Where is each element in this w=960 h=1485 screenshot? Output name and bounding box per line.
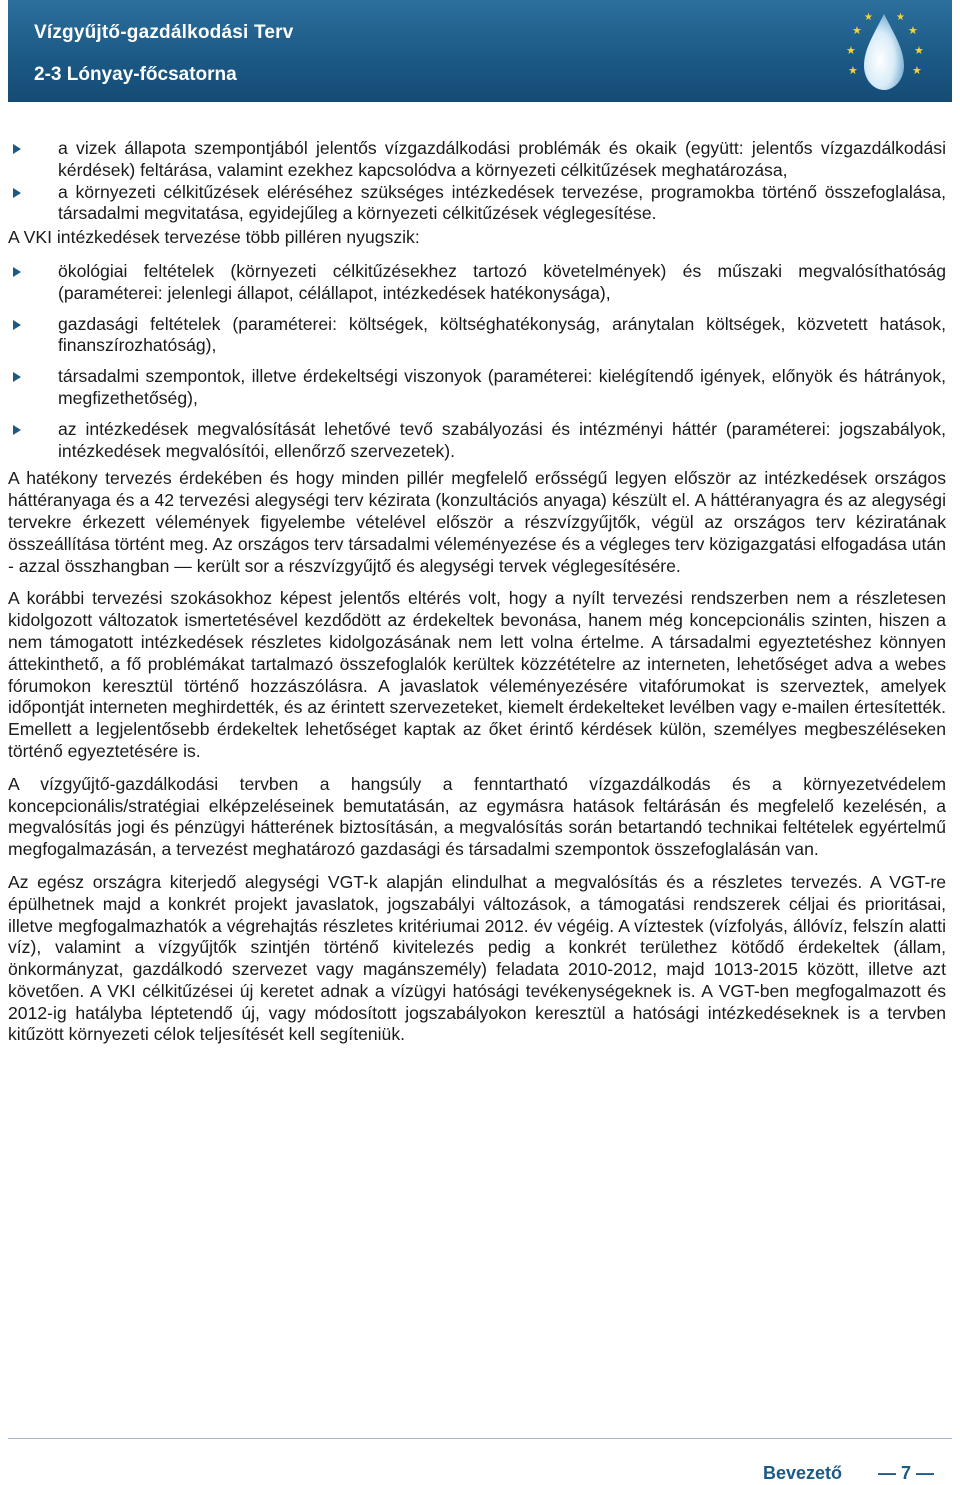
- paragraph: A hatékony tervezés érdekében és hogy minden pillér megfelelő erősségű legyen először az intézkedések országos háttéranyaga és a 42 tervezési alegységi terv kézirata (konzultációs anyaga) készült el. A háttéranyagra és az alegységi tervekre érkezett vélemények figyelembe vételével először a részvízgyűjtők, végül az országos terv kéziratának összeállítása történt meg. Az országos terv társadalmi véleményezése és a végleges terv közigazgatási elfogadása után - azzal összhangban — került sor a részvízgyűjtő és alegységi tervek véglegesítésére.: [8, 468, 946, 576]
- svg-text:★: ★: [908, 24, 918, 37]
- svg-text:★: ★: [848, 64, 858, 77]
- svg-text:★: ★: [846, 44, 856, 57]
- list-item: [8, 366, 946, 410]
- list-item: [8, 138, 946, 182]
- water-drop-eu-stars-icon: [834, 4, 934, 98]
- paragraph: Az egész országra kiterjedő alegységi VGT-k alapján elindulhat a megvalósítás és a részletes tervezés. A VGT-re épülhetnek majd a konkrét projekt javaslatok, jogszabályi változások, a támogatási rendszerek céljai és prioritásai, illetve megfogalmazhatók a végrehajtás részletes kritériumai 2012. év végéig. A víztestek (vízfolyás, állóvíz, felszín alatti víz), valamint a vízgyűjtők szintjén történő kivitelezés pedig a konkrét területhez kötődő érdekeltek (állam, önkormányzat, gazdálkodó szervezet vagy magánszemély) feladata 2010-2012, majd 1013-2015 között, illetve azt követően. A VKI célkitűzései új keretet adnak a vízügyi hatósági tevékenységeknek is. A VGT-ben megfogalmazott és 2012-ig hatályba léptetendő új, vagy módosított jogszabályokon keresztül a hatósági intézkedéseknek is a tervben kitűzött környezeti célok teljesítését kell segíteniük.: [8, 871, 946, 1045]
- footer-section: Bevezető: [762, 1463, 842, 1483]
- bullet-icon: [8, 419, 58, 442]
- svg-text:★: ★: [864, 12, 873, 23]
- page-header: [8, 0, 952, 102]
- bullet-icon: [8, 261, 58, 284]
- list-item-text: az intézkedések megvalósítását lehetővé tevő szabályozási és intézményi háttér (paraméterei: jogszabályok, intézkedések megvalósítói, ellenőrző szervezetek).: [58, 418, 946, 461]
- document-title: Vízgyűjtő-gazdálkodási Terv: [34, 22, 294, 43]
- footer-divider: [8, 1438, 952, 1439]
- page-number: — 7 —: [877, 1463, 934, 1483]
- list-item-text: a vizek állapota szempontjából jelentős vízgazdálkodási problémák és okaik (együtt: jelentős vízgazdálkodási kérdések) feltárása, valamint ezekhez kapcsolódva a környezeti célkitűzések meghatározása,: [58, 138, 946, 180]
- list-item: [8, 314, 946, 358]
- page-body: [8, 138, 946, 1046]
- list-item-text: a környezeti célkitűzések eléréséhez szükséges intézkedések tervezése, programokba történő összefoglalása, társadalmi megvitatása, egyidejűleg a környezeti célkitűzések véglegesítése.: [58, 181, 946, 224]
- paragraph: A vízgyűjtő-gazdálkodási tervben a hangsúly a fenntartható vízgazdálkodás és a környezetvédelem koncepcionális/stratégiai elképzeléseinek bemutatásán, az egymásra hatások feltárásán és megfelelő kezelésén, a megvalósítás jogi és pénzügyi hátterének biztosításán, a megvalósítás során betartandó technikai feltételek egyértelmű megfogalmazásán, a tervezést meghatározó gazdasági és társadalmi szempontok összefoglalásán van.: [8, 773, 946, 860]
- paragraph: A VKI intézkedések tervezése több pilléren nyugszik:: [8, 227, 420, 248]
- paragraph: A korábbi tervezési szokásokhoz képest jelentős eltérés volt, hogy a nyílt tervezési rendszerben nem a részletesen kidolgozott változatok ismertetésével kezdődött az érdekeltek bevonása, hanem még koncepcionális szinten, hiszen a nem támogatott intézkedések részletes kidolgozásának nem lett volna értelme. A társadalmi egyeztetéshez könnyen áttekinthető, a fő problémákat tartalmazó összefoglalók kerültek közzétételre az interneten, lehetőséget adva a webes fórumokon keresztül történő hozzászólásra. A javaslatok véleményezésére vitafórumokat is szerveztek, amelyek időpontját interneten meghirdették, és az érintett szervezeteket, kiemelt érdekelteket levélben vagy e-mailen értesítették. Emellett a legjelentősebb érdekeltek lehetőséget kaptak az őket érintő kérdések külön, személyes megbeszéléseken történő egyeztetésére is.: [8, 588, 946, 761]
- document-subtitle: 2-3 Lónyay-főcsatorna: [34, 64, 237, 85]
- bullet-icon: [8, 182, 58, 205]
- bullet-icon: [8, 366, 58, 389]
- page-footer: [763, 1463, 934, 1484]
- list-item-text: társadalmi szempontok, illetve érdekeltségi viszonyok (paraméterei: kielégítendő igények, előnyök és hátrányok, megfizethetőség),: [58, 366, 946, 408]
- svg-text:★: ★: [912, 64, 922, 77]
- list-item: [8, 261, 946, 305]
- list-item: [8, 182, 946, 226]
- bullet-icon: [8, 314, 58, 337]
- svg-text:★: ★: [914, 44, 924, 57]
- bullet-icon: [8, 138, 58, 161]
- list-item-text: gazdasági feltételek (paraméterei: költségek, költséghatékonyság, aránytalan költségek, közvetett hatások, finanszírozhatóság),: [58, 313, 946, 356]
- list-item: [8, 419, 946, 463]
- svg-text:★: ★: [896, 12, 905, 23]
- list-item-text: ökológiai feltételek (környezeti célkitűzésekhez tartozó követelmények) és műszaki megvalósíthatóság (paraméterei: jelenlegi állapot, célállapot, intézkedések hatékonysága),: [58, 260, 946, 303]
- svg-text:★: ★: [852, 24, 862, 37]
